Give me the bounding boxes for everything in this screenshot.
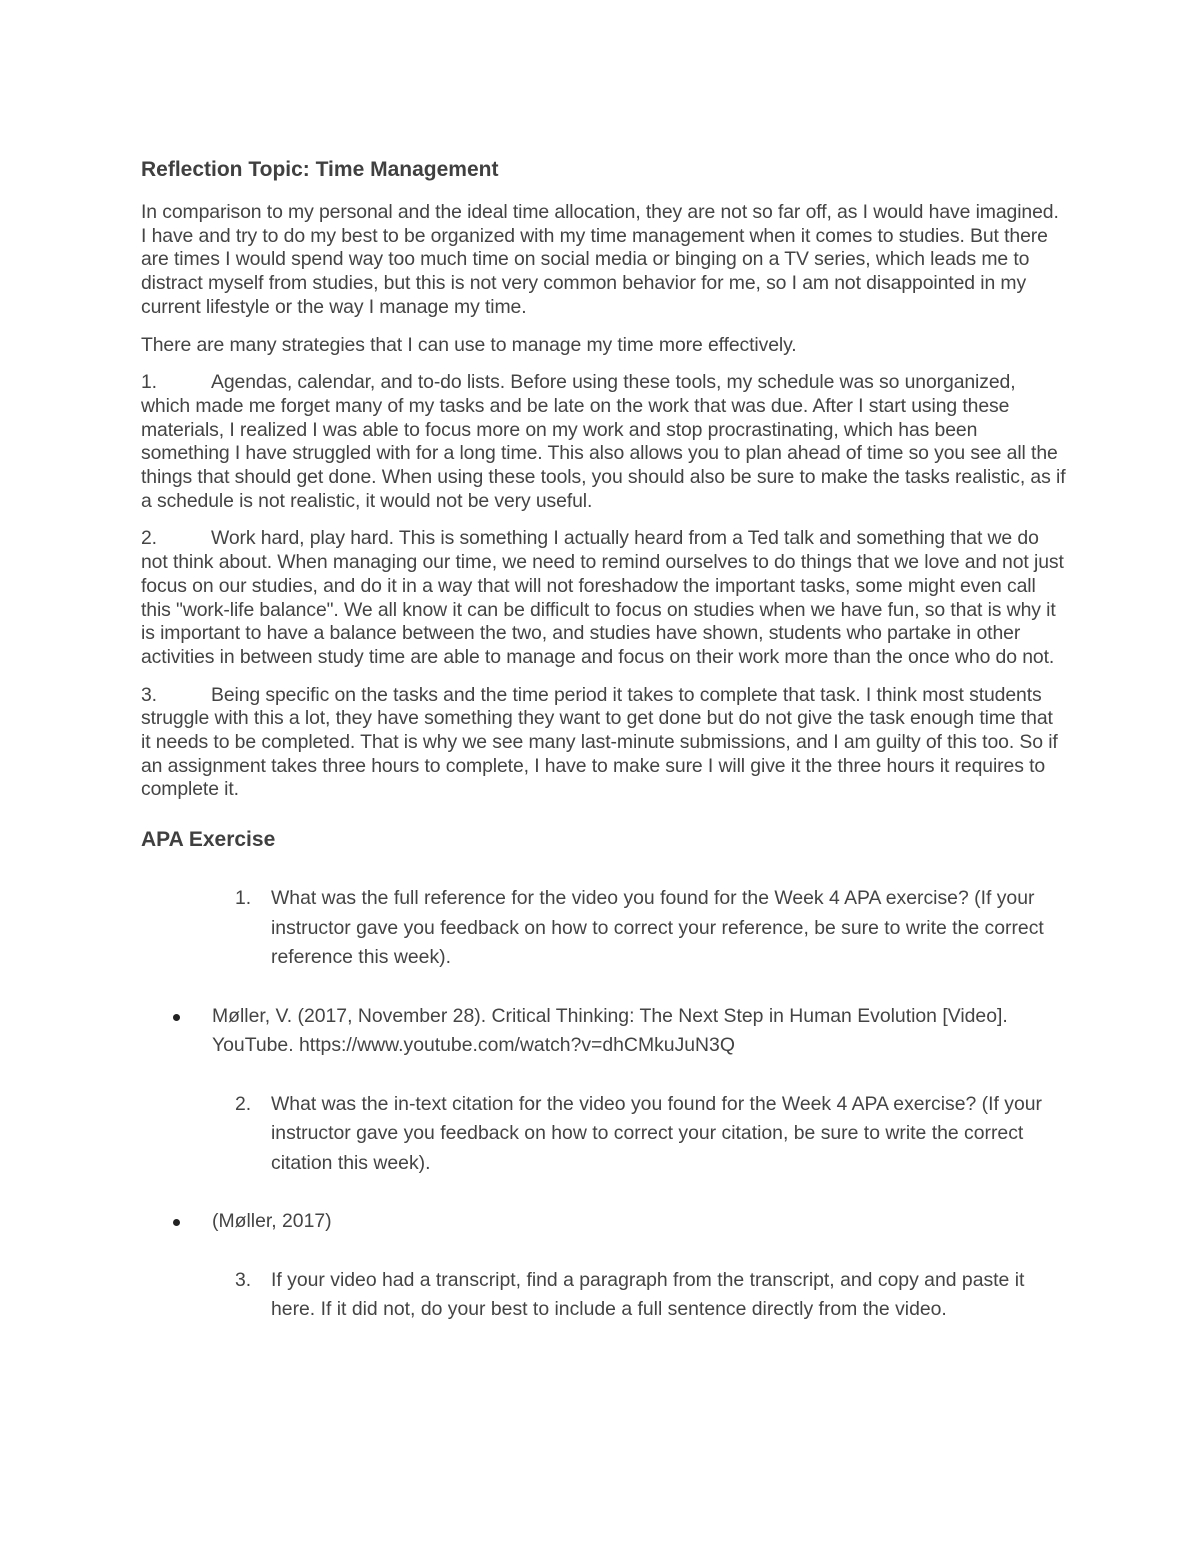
reflection-title: Reflection Topic: Time Management	[141, 158, 499, 181]
reflection-paragraph-1: In comparison to my personal and the ideal time allocation, they are not so far off, as I would have imagined. I have and try to do my best to be organized with my time management when it comes to studies. But there are times I would spend way too much time on social media or binging on a TV series, which leads me to distract myself from studies, but this is not very common behavior for me, so I am not disappointed in my current lifestyle or the way I manage my time.	[141, 201, 1059, 318]
strategy-item-1	[141, 371, 1066, 513]
reflection-paragraph-2: There are many strategies that I can use to manage my time more effectively.	[141, 333, 797, 356]
document-content	[141, 156, 1066, 1325]
spacer	[141, 1178, 1066, 1207]
strategy-number: 1.	[141, 371, 157, 394]
apa-question-2	[141, 1090, 1061, 1179]
strategy-text: Work hard, play hard. This is something I actually heard from a Ted talk and something that we do not think about. When managing our time, we need to remind ourselves to do things that we love and not just focus on our studies, and do it in a way that will not foreshadow the important tasks, some might even call this "work-life balance". We all know it can be difficult to focus on studies when we have fun, so that is why it is important to have a balance between the two, and studies have shown, students who partake in other activities in between study time are able to manage and focus on their work more than the once who do not.	[141, 527, 1064, 668]
question-text: If your video had a transcript, find a paragraph from the transcript, and copy and paste it here. If it did not, do your best to include a full sentence directly from the video.	[271, 1268, 1025, 1321]
strategy-text: Being specific on the tasks and the time period it takes to complete that task. I think most students struggle with this a lot, they have something they want to get done but do not give the task enough time that it needs to be completed. That is why we see many last-minute submissions, and I am guilty of this too. So if an assignment takes three hours to complete, I have to make sure I will give it the three hours it requires to complete it.	[141, 683, 1058, 801]
question-text: What was the full reference for the video you found for the Week 4 APA exercise? (If your instructor gave you feedback on how to correct your reference, be sure to write the correct reference this week).	[271, 887, 1044, 969]
apa-answer-2	[141, 1207, 1072, 1237]
apa-question-3	[141, 1266, 1061, 1325]
question-number: 2.	[235, 1092, 252, 1115]
strategy-text: Agendas, calendar, and to-do lists. Before using these tools, my schedule was so unorganized, which made me forget many of my tasks and be late on the work that was due. After I start using these materials, I realized I was able to focus more on my work and stop procrastinating, which has been something I have struggled with for a long time. This also allows you to plan ahead of time so you see all the things that should get done. When using these tools, you should also be sure to make the tasks realistic, as if a schedule is not realistic, it would not be very useful.	[141, 371, 1066, 512]
strategy-item-3	[141, 684, 1066, 803]
strategy-number: 2.	[141, 527, 157, 550]
bullet-icon	[173, 1014, 180, 1021]
question-number: 3.	[235, 1268, 252, 1291]
answer-text: (Møller, 2017)	[212, 1210, 332, 1233]
strategy-item-2	[141, 527, 1066, 669]
spacer	[141, 973, 1066, 1002]
question-number: 1.	[235, 887, 252, 910]
spacer	[141, 1237, 1066, 1266]
apa-title: APA Exercise	[141, 828, 276, 852]
question-text: What was the in-text citation for the video you found for the Week 4 APA exercise? (If your instructor gave you feedback on how to correct your citation, be sure to write the correct citation this week).	[271, 1092, 1042, 1174]
apa-question-1	[141, 884, 1061, 973]
spacer	[141, 1061, 1066, 1090]
strategy-number: 3.	[141, 683, 157, 706]
apa-answer-1	[141, 1002, 1072, 1061]
apa-question-list	[141, 884, 1066, 1325]
bullet-icon	[173, 1219, 180, 1226]
answer-text: Møller, V. (2017, November 28). Critical Thinking: The Next Step in Human Evolution [Video]. YouTube. https://www.youtube.com/watch?v=dhCMkuJuN3Q	[212, 1004, 1008, 1057]
